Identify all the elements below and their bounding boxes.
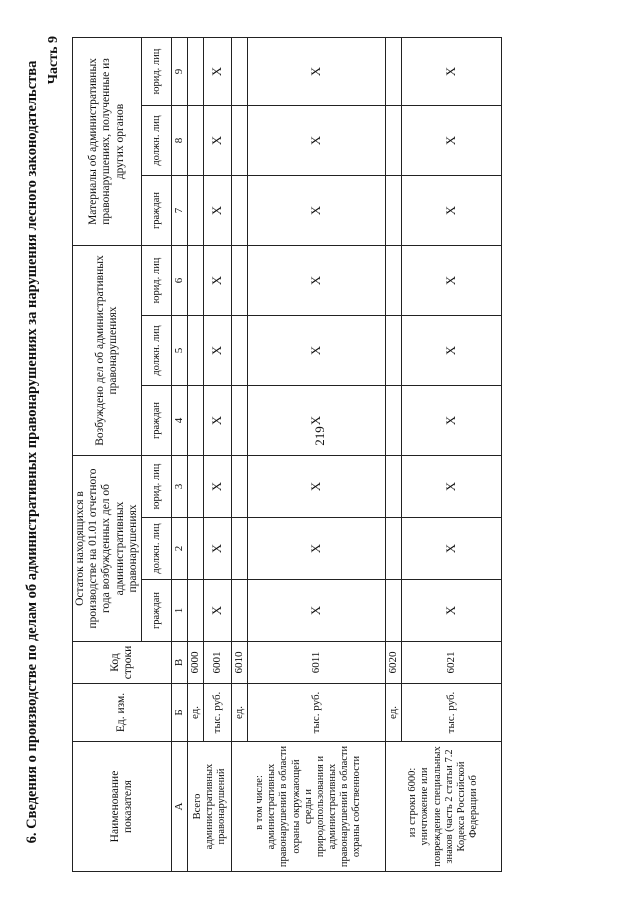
row-name — [232, 742, 386, 872]
row-name-text: уничтожение или повреждение специальных знаков (часть 2 статьи 7.2 Кодекса Российской Федерации об — [419, 746, 479, 867]
header-row-groups — [73, 37, 142, 871]
column-code: 4 — [172, 386, 188, 456]
cell — [232, 176, 248, 246]
header-unit: Ед. изм. — [73, 684, 172, 742]
row-unit: тыс. руб. — [248, 684, 386, 742]
row-name-text: административных правонарушений в области охраны окружающей среды и природопользования и административных правонарушений в области охраны собственности — [266, 745, 362, 868]
cell-x: Х — [248, 580, 386, 642]
cell-x: Х — [402, 316, 502, 386]
row-code: 6011 — [248, 642, 386, 684]
cell — [386, 106, 402, 176]
row-unit: тыс. руб. — [204, 684, 232, 742]
page-number-text: 219 — [312, 426, 327, 446]
document-title: 6. Сведения о производстве по делам об административных правонарушениях за нарушения лесного законодательства — [24, 60, 40, 844]
cell-x: Х — [402, 176, 502, 246]
cell — [188, 386, 204, 456]
table-row — [232, 37, 248, 871]
sub-legal: юрид. лиц — [142, 246, 172, 316]
sub-citizens: граждан — [142, 386, 172, 456]
header-group-received: Материалы об административных правонарушениях, полученные из других органов — [73, 37, 142, 245]
cell — [188, 580, 204, 642]
row-name — [188, 742, 232, 872]
cell — [188, 106, 204, 176]
cell — [232, 580, 248, 642]
row-unit: ед. — [232, 684, 248, 742]
cell-x: Х — [248, 456, 386, 518]
row-code: 6021 — [402, 642, 502, 684]
cell — [188, 176, 204, 246]
header-code: Код строки — [73, 642, 172, 684]
cell-x: Х — [204, 518, 232, 580]
row-unit: ед. — [188, 684, 204, 742]
cell-x: Х — [402, 106, 502, 176]
table-row — [386, 37, 402, 871]
column-code: А — [172, 742, 188, 872]
column-code: 6 — [172, 246, 188, 316]
cell — [188, 37, 204, 105]
cell-x: Х — [248, 246, 386, 316]
cell-x: Х — [248, 316, 386, 386]
part-label: Часть 9 — [46, 36, 61, 85]
cell — [232, 386, 248, 456]
rotated-document — [20, 22, 620, 882]
cell-x: Х — [402, 518, 502, 580]
cell-x: Х — [204, 246, 232, 316]
cell — [232, 518, 248, 580]
cell — [188, 456, 204, 518]
sub-citizens: граждан — [142, 176, 172, 246]
cell-x: Х — [402, 456, 502, 518]
cell — [232, 106, 248, 176]
table-row — [188, 37, 204, 871]
column-code: 8 — [172, 106, 188, 176]
cell — [188, 246, 204, 316]
sub-officials: должн. лиц — [142, 518, 172, 580]
sub-citizens: граждан — [142, 580, 172, 642]
column-code: 1 — [172, 580, 188, 642]
cell — [386, 580, 402, 642]
row-code: 6000 — [188, 642, 204, 684]
column-code: 3 — [172, 456, 188, 518]
cell — [386, 246, 402, 316]
cell-x: Х — [248, 37, 386, 105]
cell-x: Х — [204, 456, 232, 518]
cell-x: Х — [402, 580, 502, 642]
cell-x: Х — [402, 37, 502, 105]
cell — [188, 518, 204, 580]
column-code: 2 — [172, 518, 188, 580]
cell — [386, 518, 402, 580]
column-code: В — [172, 642, 188, 684]
column-code: 9 — [172, 37, 188, 105]
cell-x: Х — [204, 176, 232, 246]
cell — [386, 176, 402, 246]
column-code-row — [172, 37, 188, 871]
cell-x: Х — [204, 580, 232, 642]
cell-x: Х — [204, 37, 232, 105]
cell — [386, 386, 402, 456]
cell-x: Х — [248, 176, 386, 246]
cell — [386, 316, 402, 386]
row-name-text: административных правонарушений — [203, 763, 227, 850]
sub-officials: должн. лиц — [142, 316, 172, 386]
cell — [232, 456, 248, 518]
header-name: Наименование показателя — [73, 742, 172, 872]
data-table — [72, 37, 502, 872]
cell — [386, 456, 402, 518]
row-code: 6010 — [232, 642, 248, 684]
cell — [232, 246, 248, 316]
cell-x: Х — [402, 246, 502, 316]
column-code: Б — [172, 684, 188, 742]
row-unit: тыс. руб. — [402, 684, 502, 742]
header-group-initiated: Возбуждено дел об административных правонарушениях — [73, 246, 142, 456]
row-code: 6001 — [204, 642, 232, 684]
cell-x: Х — [402, 386, 502, 456]
sub-officials: должн. лиц — [142, 106, 172, 176]
cell — [386, 37, 402, 105]
row-code: 6020 — [386, 642, 402, 684]
row-name-text: Всего — [191, 793, 203, 820]
cell-x: Х — [248, 386, 386, 456]
cell-x: Х — [204, 316, 232, 386]
cell — [232, 316, 248, 386]
cell — [188, 316, 204, 386]
row-name-text: в том числе: — [254, 775, 266, 830]
sub-legal: юрид. лиц — [142, 37, 172, 105]
row-name-text: из строки 6000: — [407, 767, 419, 838]
cell-x: Х — [204, 386, 232, 456]
row-unit: ед. — [386, 684, 402, 742]
row-name — [386, 742, 502, 872]
column-code: 5 — [172, 316, 188, 386]
cell-x: Х — [248, 106, 386, 176]
cell-x: Х — [248, 518, 386, 580]
cell-x: Х — [204, 106, 232, 176]
header-group-remaining: Остаток находящихся в производстве на 01.01 отчетного года возбужденных дел об административных правонарушениях — [73, 456, 142, 642]
sub-legal: юрид. лиц — [142, 456, 172, 518]
cell — [232, 37, 248, 105]
column-code: 7 — [172, 176, 188, 246]
